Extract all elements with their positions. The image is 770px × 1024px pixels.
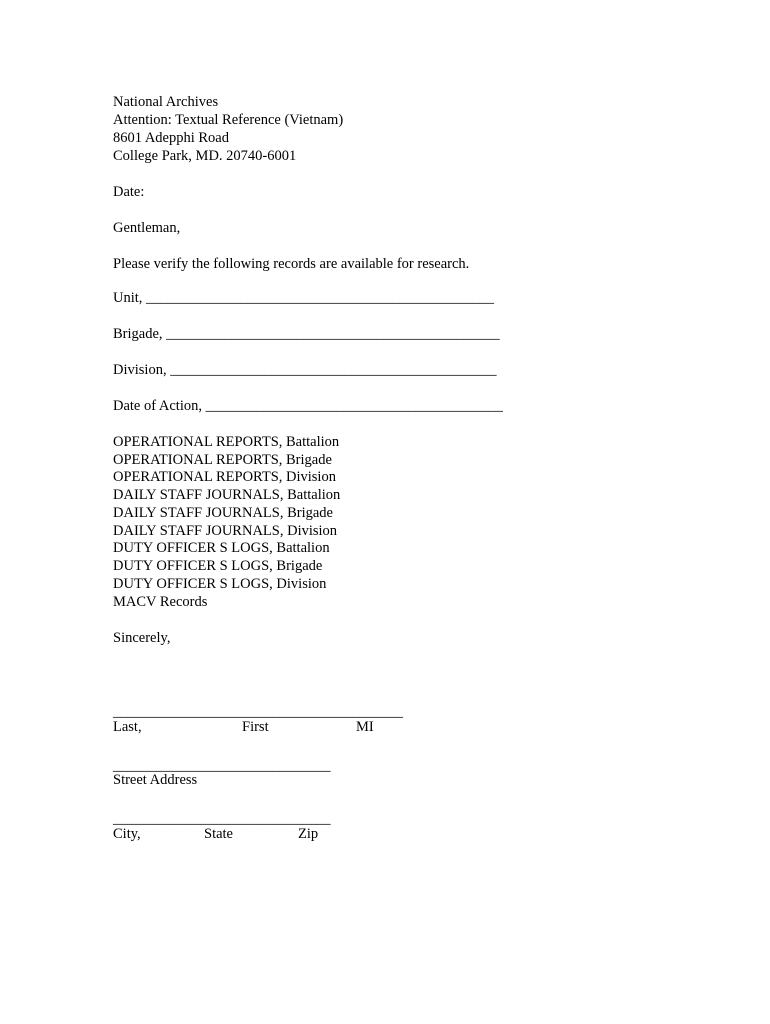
list-item: DUTY OFFICER S LOGS, Division [113, 576, 327, 592]
middle-initial-label: MI [356, 719, 374, 735]
address-line-2: Attention: Textual Reference (Vietnam) [113, 112, 344, 128]
list-item: DAILY STAFF JOURNALS, Division [113, 523, 338, 539]
street-address-label: Street Address [113, 772, 198, 788]
list-item: OPERATIONAL REPORTS, Battalion [113, 434, 340, 450]
address-line-1: National Archives [113, 94, 219, 110]
first-name-label: First [242, 719, 269, 735]
list-item: OPERATIONAL REPORTS, Brigade [113, 452, 332, 468]
address-line-4: College Park, MD. 20740-6001 [113, 148, 297, 164]
salutation: Gentleman, [113, 220, 181, 236]
division-field: Division, _____________________________________________ [113, 362, 497, 378]
list-item: DAILY STAFF JOURNALS, Battalion [113, 487, 341, 503]
list-item: MACV Records [113, 594, 208, 610]
date-label: Date: [113, 184, 145, 200]
address-line-3: 8601 Adepphi Road [113, 130, 229, 146]
name-signature-line: ________________________________________ [113, 704, 403, 720]
zip-label: Zip [298, 826, 319, 842]
request-text: Please verify the following records are available for research. [113, 256, 470, 272]
unit-field: Unit, ________________________________________________ [113, 290, 495, 306]
date-of-action-field: Date of Action, _________________________________________ [113, 398, 503, 414]
last-name-label: Last, [113, 719, 142, 735]
closing: Sincerely, [113, 630, 171, 646]
city-state-zip-line: ______________________________ [113, 811, 331, 827]
list-item: DUTY OFFICER S LOGS, Brigade [113, 558, 323, 574]
state-label: State [204, 826, 233, 842]
city-label: City, [113, 826, 141, 842]
list-item: OPERATIONAL REPORTS, Division [113, 469, 336, 485]
street-address-line: ______________________________ [113, 758, 331, 774]
list-item: DUTY OFFICER S LOGS, Battalion [113, 540, 330, 556]
brigade-field: Brigade, ______________________________________________ [113, 326, 500, 342]
list-item: DAILY STAFF JOURNALS, Brigade [113, 505, 333, 521]
